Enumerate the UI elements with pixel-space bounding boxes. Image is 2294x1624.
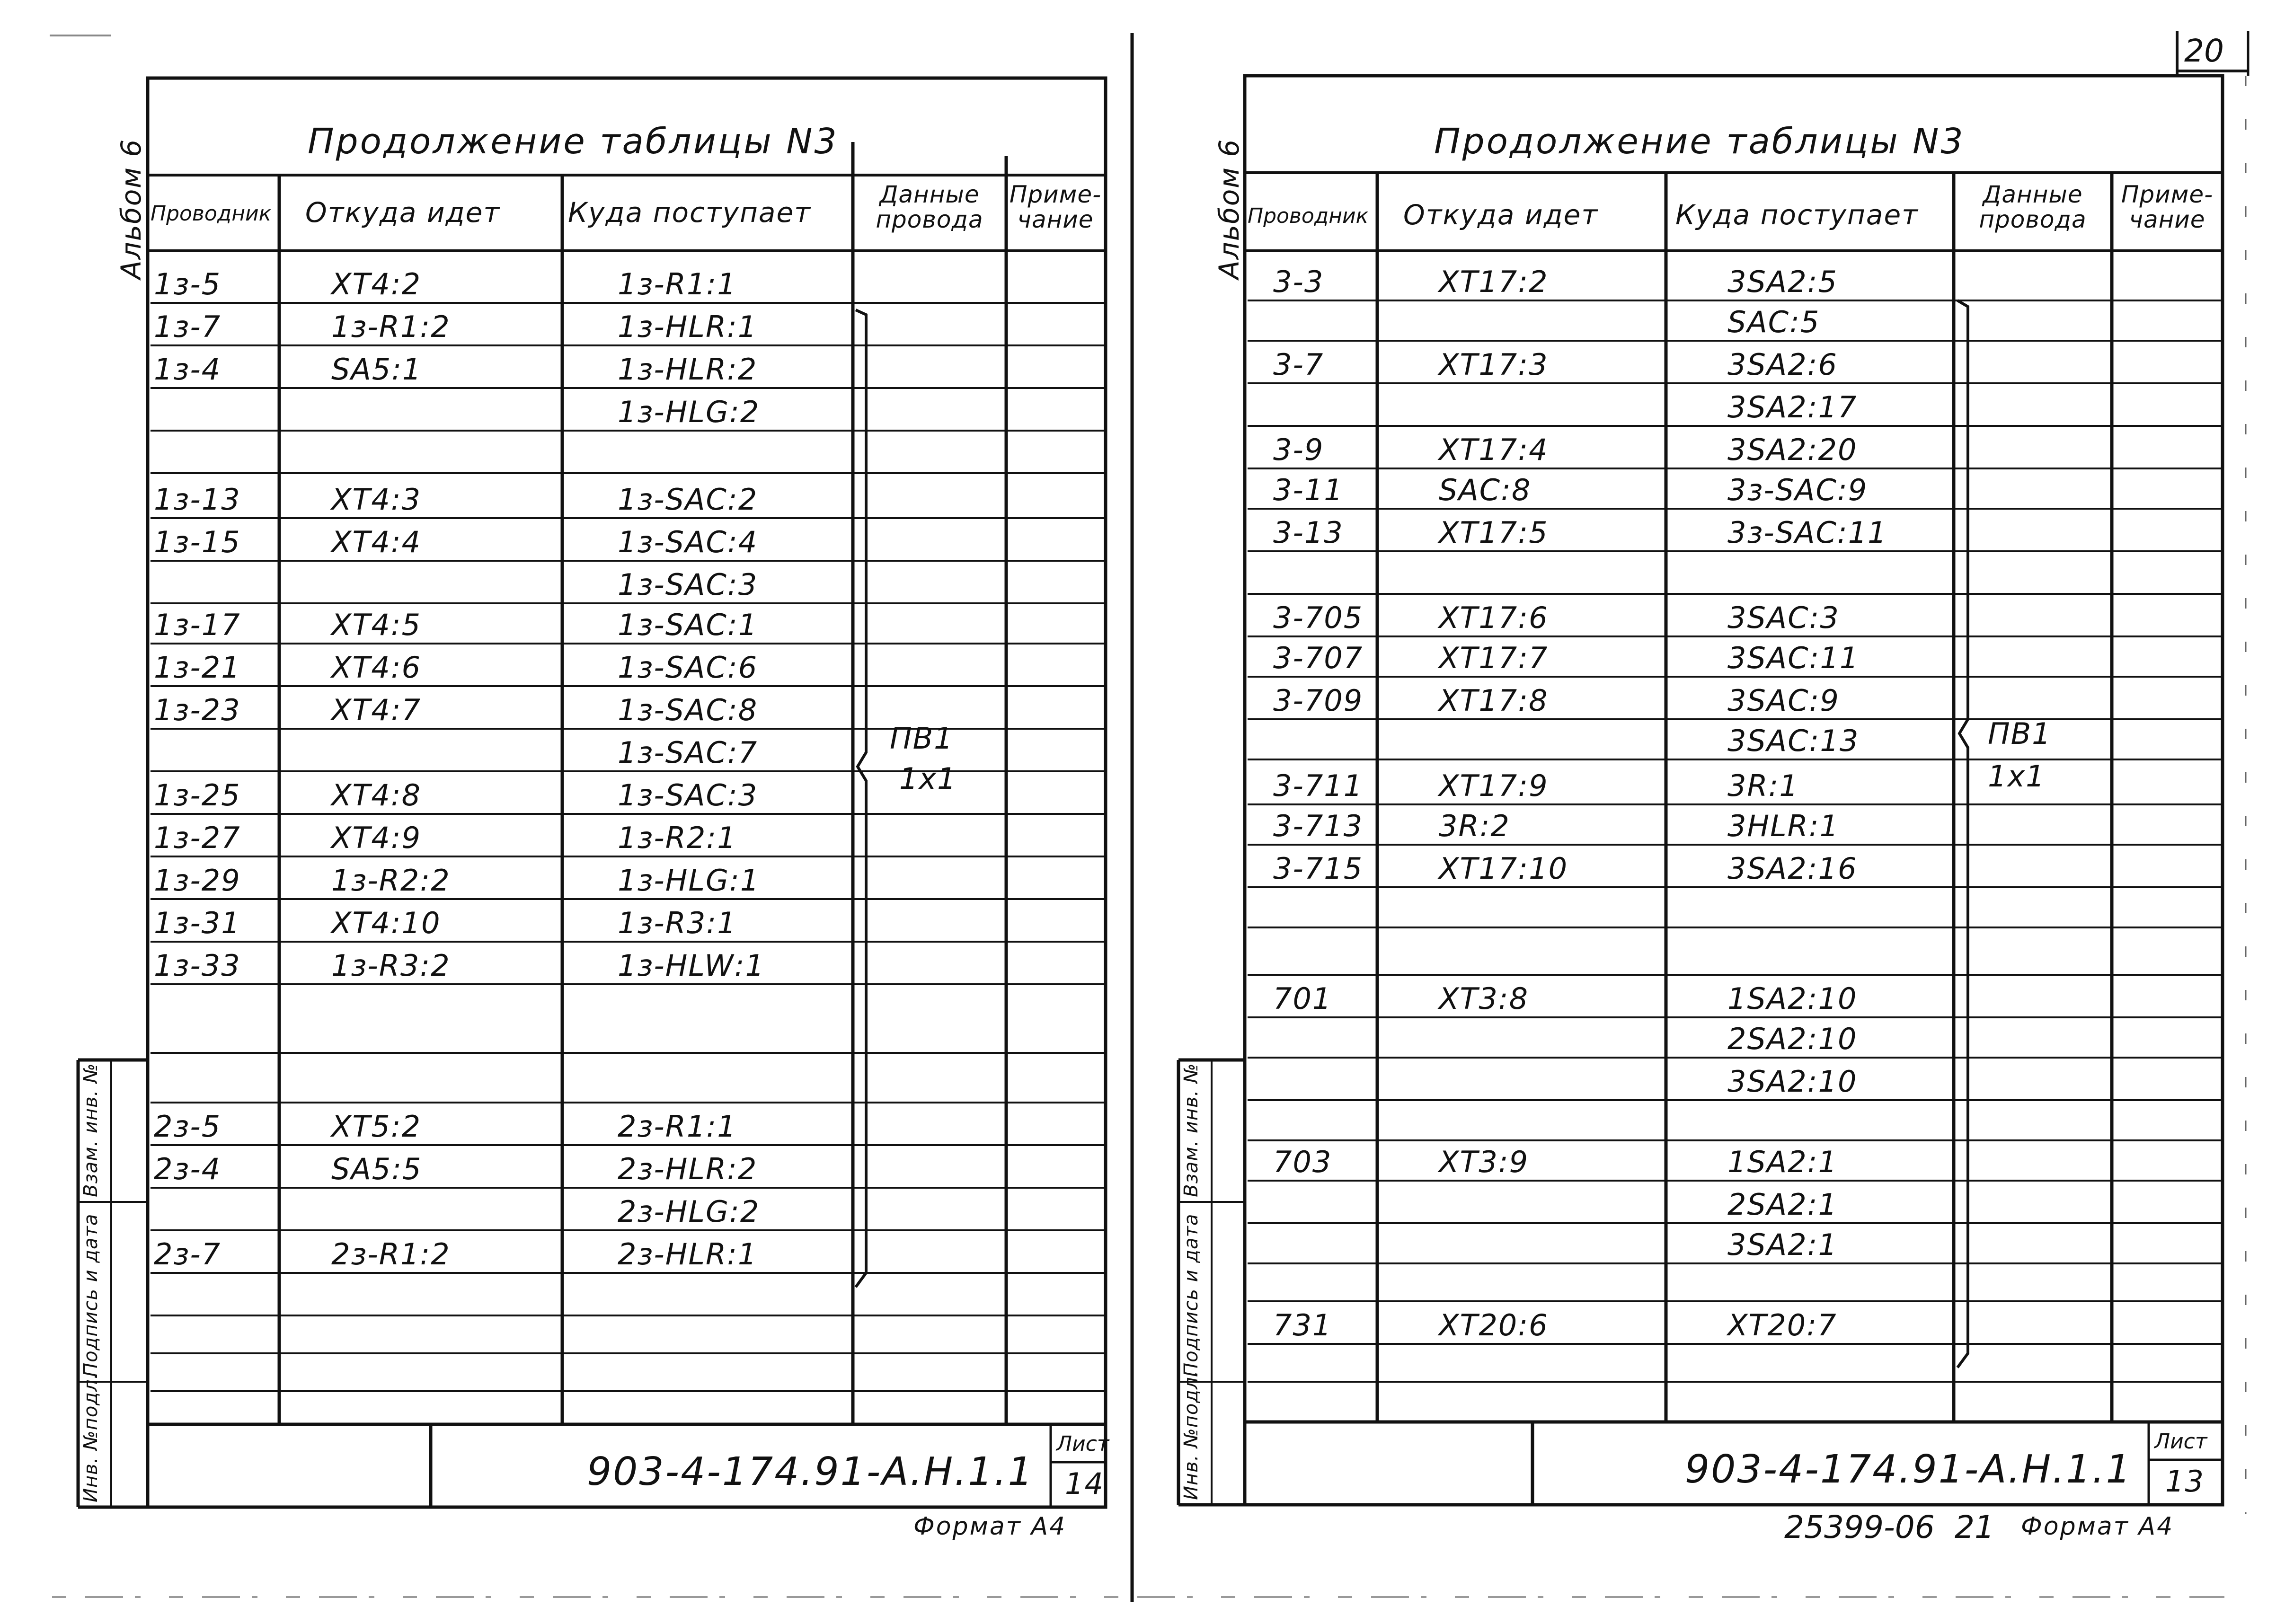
cell-to: 1з-HLR:2 [618, 352, 758, 387]
cell-from: XT17:9 [1439, 768, 1549, 803]
cell-to: 2з-HLG:2 [618, 1194, 760, 1229]
cell-conductor: 1з-4 [154, 352, 221, 387]
cell-from: XT17:4 [1439, 432, 1549, 467]
right-header-to: Куда поступает [1675, 199, 1919, 231]
cell-to: 1з-R2:1 [618, 821, 737, 855]
left-sheet-number: 14 [1065, 1466, 1104, 1501]
cell-from: XT4:8 [331, 778, 422, 812]
cell-from: XT17:2 [1439, 265, 1549, 299]
right-header-from: Откуда идет [1403, 199, 1599, 231]
right-stamp-signature-date: Подпись и дата [1180, 1213, 1202, 1377]
cell-from: XT4:6 [331, 650, 422, 685]
cell-to: SAC:5 [1727, 305, 1820, 339]
cell-to: 3SA2:5 [1727, 265, 1838, 299]
cell-from: XT17:3 [1439, 347, 1549, 382]
left-album-label: Альбом 6 [115, 138, 147, 279]
left-table-title: Продолжение таблицы N3 [308, 121, 839, 162]
left-wire-section: 1x1 [899, 761, 957, 796]
cell-from: XT4:7 [331, 693, 422, 727]
cell-conductor: 1з-33 [154, 948, 241, 983]
cell-conductor: 3-13 [1273, 515, 1344, 550]
cell-to: 3SA2:17 [1727, 390, 1858, 424]
cell-conductor: 1з-5 [154, 267, 221, 301]
left-sheet-label: Лист [1056, 1432, 1109, 1456]
cell-to: 1з-SAC:7 [618, 735, 758, 770]
left-header-conductor: Проводник [151, 202, 272, 226]
cell-conductor: 1з-21 [154, 650, 241, 685]
cell-to: 3R:1 [1727, 768, 1799, 803]
cell-to: 1з-SAC:4 [618, 525, 758, 559]
cell-to: 2з-HLR:2 [618, 1152, 758, 1186]
right-archive-sheet: 21 [1955, 1509, 1994, 1545]
cell-conductor: 3-707 [1273, 641, 1364, 675]
cell-conductor: 3-3 [1273, 265, 1324, 299]
right-sheet-label: Лист [2154, 1430, 2207, 1454]
cell-to: 3SA2:6 [1727, 347, 1838, 382]
cell-from: SA5:5 [331, 1152, 422, 1186]
cell-from: XT17:6 [1439, 600, 1549, 635]
cell-to: 1з-R3:1 [618, 906, 737, 940]
cell-to: 1з-HLG:1 [618, 863, 760, 898]
cell-to: 1з-SAC:1 [618, 608, 758, 642]
cell-conductor: 3-11 [1273, 473, 1344, 507]
right-wire-type: ПВ1 [1988, 716, 2052, 751]
right-archive-number: 25399-06 [1784, 1509, 1935, 1545]
cell-conductor: 3-713 [1273, 809, 1364, 843]
right-header-wire-data: Данные провода [1979, 181, 2087, 233]
cell-conductor: 1з-29 [154, 863, 241, 898]
cell-from: SA5:1 [331, 352, 422, 387]
cell-to: 1з-SAC:2 [618, 482, 758, 517]
cell-to: 1SA2:10 [1727, 981, 1858, 1016]
cell-to: 3SA2:1 [1727, 1227, 1838, 1262]
right-wire-section: 1x1 [1988, 759, 2046, 794]
right-stamp-inv-orig: Инв. №подл. [1180, 1370, 1202, 1500]
cell-to: 1SA2:1 [1727, 1145, 1838, 1179]
cell-from: XT17:8 [1439, 683, 1549, 718]
left-header-note: Приме- чание [1009, 181, 1102, 233]
cell-to: 3SA2:16 [1727, 851, 1858, 886]
right-table-title: Продолжение таблицы N3 [1434, 121, 1965, 162]
cell-conductor: 2з-4 [154, 1152, 221, 1186]
left-format-label: Формат А4 [913, 1512, 1067, 1541]
right-stamp-replaced-inv: Взам. инв. № [1180, 1063, 1202, 1197]
page-number: 20 [2184, 33, 2224, 69]
left-stamp-signature-date: Подпись и дата [80, 1213, 102, 1377]
cell-from: XT3:8 [1439, 981, 1529, 1016]
cell-from: 2з-R1:2 [331, 1237, 451, 1271]
right-header-conductor: Проводник [1248, 204, 1369, 228]
left-wire-type: ПВ1 [890, 721, 954, 756]
cell-to: 3SA2:20 [1727, 432, 1858, 467]
cell-to: 1з-SAC:3 [618, 778, 758, 812]
cell-conductor: 2з-7 [154, 1237, 221, 1271]
cell-conductor: 1з-23 [154, 693, 241, 727]
left-header-from: Откуда идет [305, 196, 501, 229]
cell-from: SAC:8 [1439, 473, 1532, 507]
cell-conductor: 3-7 [1273, 347, 1324, 382]
cell-to: 1з-HLG:2 [618, 395, 760, 429]
cell-to: 1з-SAC:3 [618, 567, 758, 602]
cell-to: 3з-SAC:9 [1727, 473, 1868, 507]
cell-to: 3SAC:13 [1727, 724, 1860, 758]
cell-from: XT4:2 [331, 267, 422, 301]
right-header-note: Приме- чание [2121, 181, 2214, 233]
cell-to: 2з-HLR:1 [618, 1237, 758, 1271]
cell-conductor: 1з-15 [154, 525, 241, 559]
cell-to: 2SA2:10 [1727, 1022, 1858, 1056]
left-header-to: Куда поступает [568, 196, 811, 229]
cell-conductor: 3-711 [1273, 768, 1364, 803]
left-stamp-inv-orig: Инв. №подл. [80, 1372, 102, 1502]
cell-conductor: 1з-7 [154, 309, 221, 344]
cell-from: XT4:10 [331, 906, 441, 940]
right-sheet-number: 13 [2165, 1464, 2205, 1499]
cell-conductor: 1з-13 [154, 482, 241, 517]
left-document-code: 903-4-174.91-А.Н.1.1 [587, 1449, 1034, 1494]
cell-to: 1з-HLR:1 [618, 309, 758, 344]
cell-from: XT4:5 [331, 608, 422, 642]
cell-from: 1з-R3:2 [331, 948, 451, 983]
cell-from: XT17:7 [1439, 641, 1549, 675]
cell-conductor: 3-715 [1273, 851, 1364, 886]
cell-to: 1з-SAC:8 [618, 693, 758, 727]
cell-to: 3SAC:3 [1727, 600, 1840, 635]
right-document-code: 903-4-174.91-А.Н.1.1 [1685, 1447, 2132, 1492]
left-header-wire-data: Данные провода [876, 181, 983, 233]
cell-to: 2SA2:1 [1727, 1187, 1838, 1222]
cell-conductor: 1з-31 [154, 906, 241, 940]
cell-to: 3з-SAC:11 [1727, 515, 1887, 550]
cell-conductor: 731 [1273, 1308, 1332, 1342]
cell-conductor: 703 [1273, 1145, 1332, 1179]
cell-to: 1з-R1:1 [618, 267, 737, 301]
cell-to: 3SA2:10 [1727, 1064, 1858, 1099]
cell-conductor: 701 [1273, 981, 1332, 1016]
cell-conductor: 3-705 [1273, 600, 1364, 635]
cell-from: 1з-R2:2 [331, 863, 451, 898]
cell-conductor: 1з-25 [154, 778, 241, 812]
right-format-label: Формат А4 [2021, 1512, 2174, 1541]
cell-to: 3HLR:1 [1727, 809, 1840, 843]
cell-from: XT17:10 [1439, 851, 1568, 886]
cell-conductor: 1з-27 [154, 821, 241, 855]
cell-to: 3SAC:11 [1727, 641, 1860, 675]
cell-to: 1з-SAC:6 [618, 650, 758, 685]
cell-from: 3R:2 [1439, 809, 1510, 843]
cell-from: XT4:3 [331, 482, 422, 517]
cell-conductor: 2з-5 [154, 1109, 221, 1144]
right-album-label: Альбом 6 [1213, 138, 1245, 279]
cell-from: XT5:2 [331, 1109, 422, 1144]
cell-from: XT20:6 [1439, 1308, 1549, 1342]
cell-conductor: 3-709 [1273, 683, 1364, 718]
cell-to: 1з-HLW:1 [618, 948, 765, 983]
cell-from: XT17:5 [1439, 515, 1549, 550]
cell-to: 2з-R1:1 [618, 1109, 737, 1144]
cell-from: XT3:9 [1439, 1145, 1529, 1179]
cell-from: XT4:9 [331, 821, 422, 855]
cell-conductor: 1з-17 [154, 608, 241, 642]
left-stamp-replaced-inv: Взам. инв. № [80, 1063, 102, 1197]
cell-to: 3SAC:9 [1727, 683, 1840, 718]
cell-to: XT20:7 [1727, 1308, 1837, 1342]
cell-from: XT4:4 [331, 525, 422, 559]
cell-conductor: 3-9 [1273, 432, 1324, 467]
cell-from: 1з-R1:2 [331, 309, 451, 344]
